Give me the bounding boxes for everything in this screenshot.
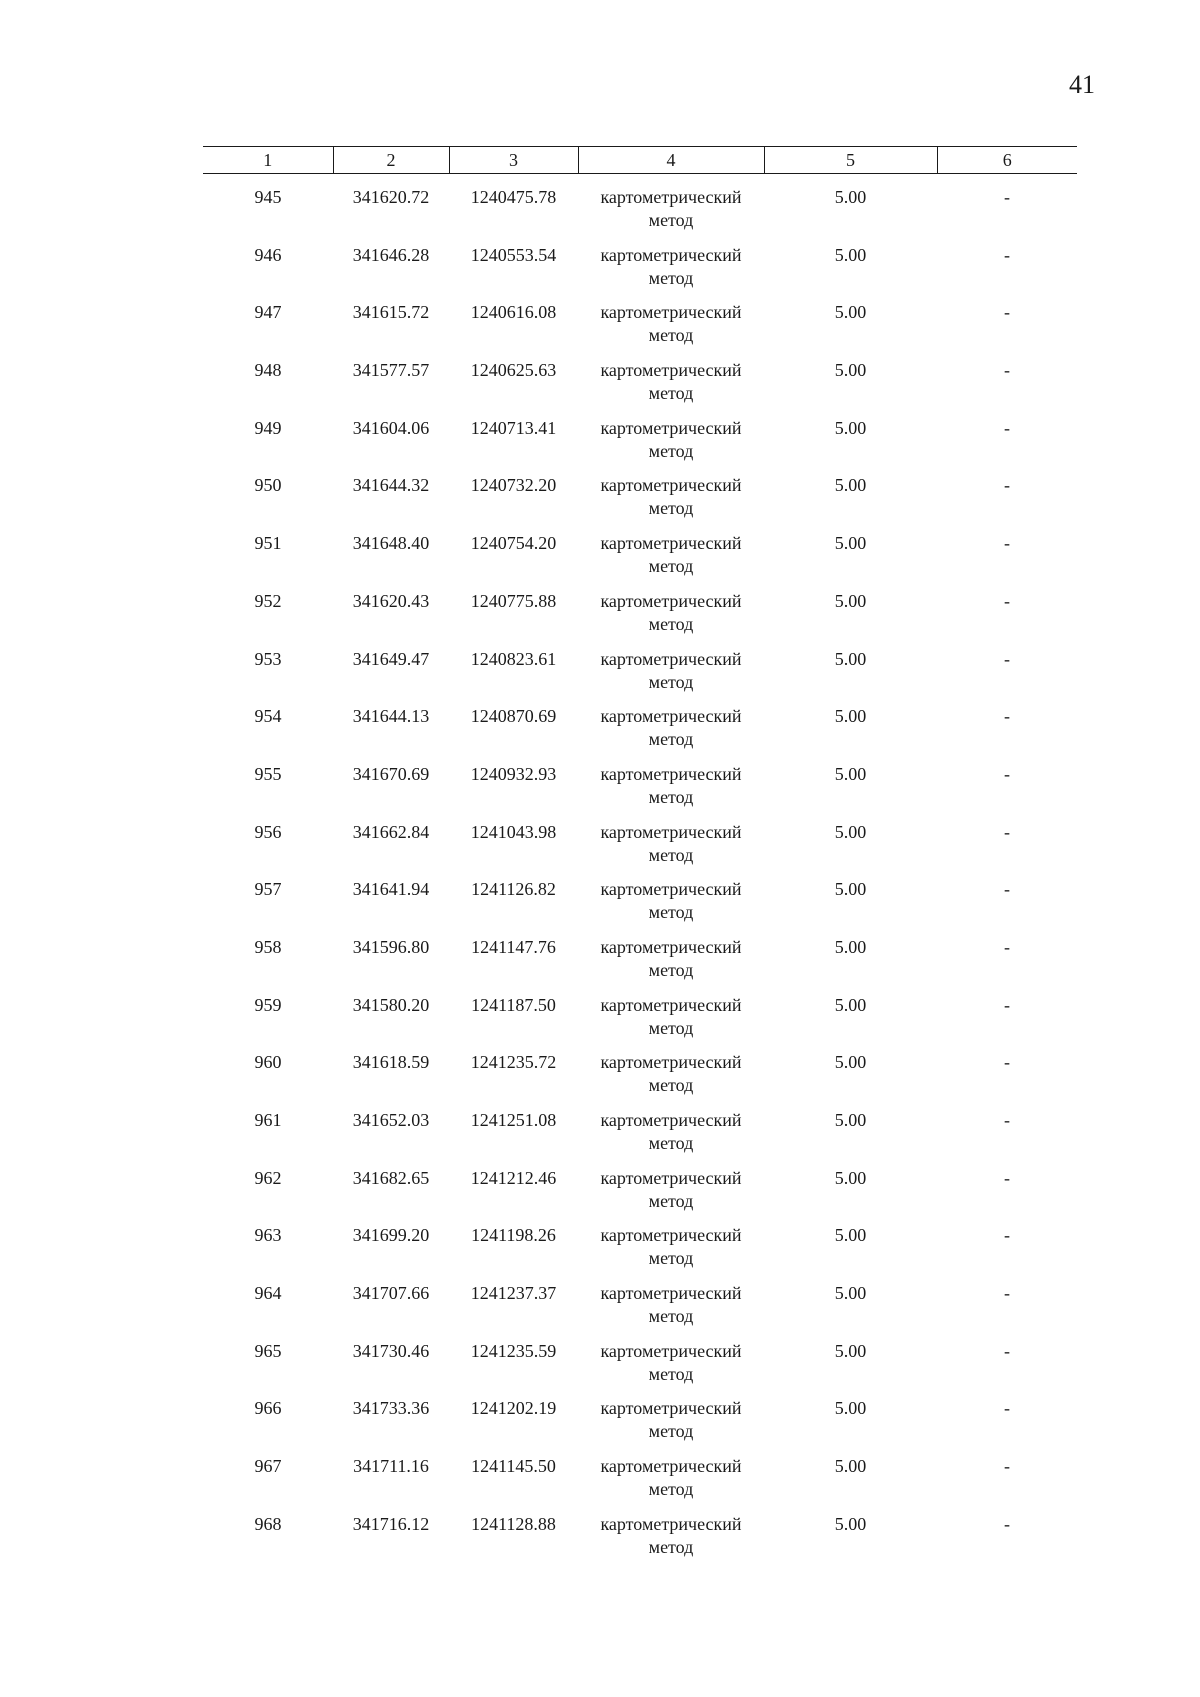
table-row — [203, 1167, 1077, 1225]
note: - — [1004, 475, 1010, 496]
coord-x: 341644.13 — [352, 706, 430, 727]
coord-x: 341620.43 — [352, 590, 430, 611]
point-number: 945 — [254, 187, 282, 207]
coord-y: 1241043.98 — [470, 821, 557, 842]
accuracy: 5.00 — [834, 1052, 867, 1073]
method-line-2: метод — [648, 902, 694, 923]
point-number: 948 — [254, 360, 282, 381]
method-line-1: картометрический — [600, 1283, 742, 1304]
coord-x: 341648.40 — [352, 533, 430, 554]
point-number: 951 — [254, 533, 282, 554]
method-cell — [578, 359, 764, 417]
table-row — [203, 1455, 1077, 1513]
point-number: 963 — [254, 1225, 282, 1246]
method-cell — [578, 244, 764, 302]
method-cell — [578, 763, 764, 821]
method-line-1: картометрический — [600, 475, 742, 496]
table-row — [203, 174, 1077, 244]
note: - — [1004, 1513, 1010, 1534]
table-body — [203, 174, 1077, 1571]
method-line-2: метод — [648, 959, 694, 980]
coord-y: 1240732.20 — [470, 475, 557, 496]
point-number: 957 — [254, 879, 282, 900]
accuracy: 5.00 — [834, 763, 867, 784]
coord-y: 1241128.88 — [471, 1513, 556, 1534]
point-number: 950 — [254, 475, 282, 496]
coord-x: 341615.72 — [352, 302, 430, 323]
table-row — [203, 878, 1077, 936]
method-line-1: картометрический — [600, 1052, 742, 1073]
coord-x: 341649.47 — [352, 648, 430, 669]
point-number: 964 — [254, 1283, 282, 1304]
point-number: 955 — [254, 763, 282, 784]
coord-x: 341699.20 — [352, 1225, 430, 1246]
point-number: 962 — [254, 1167, 282, 1188]
table-row — [203, 1397, 1077, 1455]
method-line-2: метод — [648, 267, 694, 288]
method-line-2: метод — [648, 210, 694, 230]
page-number: 41 — [1069, 70, 1095, 99]
table-row — [203, 590, 1077, 648]
accuracy: 5.00 — [834, 1110, 867, 1130]
note: - — [1004, 706, 1010, 727]
coord-x: 341618.59 — [352, 1052, 430, 1073]
coord-y: 1241235.59 — [470, 1340, 557, 1361]
method-cell — [578, 1397, 764, 1455]
method-cell — [578, 648, 764, 706]
accuracy: 5.00 — [834, 879, 867, 900]
coord-x: 341733.36 — [352, 1398, 430, 1419]
accuracy: 5.00 — [834, 417, 867, 438]
coord-x: 341577.57 — [352, 360, 430, 381]
table-row — [203, 359, 1077, 417]
point-number: 954 — [254, 706, 282, 727]
coord-y: 1241145.50 — [471, 1456, 556, 1477]
method-cell — [578, 1051, 764, 1109]
accuracy: 5.00 — [834, 244, 867, 265]
table-row — [203, 763, 1077, 821]
column-header-4: 4 — [578, 147, 764, 174]
coord-x: 341652.03 — [352, 1110, 430, 1130]
coord-y: 1241237.37 — [470, 1283, 557, 1304]
accuracy: 5.00 — [834, 994, 867, 1015]
coord-y: 1240625.63 — [470, 360, 557, 381]
coord-y: 1240475.78 — [470, 187, 557, 207]
coord-y: 1240754.20 — [470, 533, 557, 554]
coord-y: 1240775.88 — [470, 590, 557, 611]
note: - — [1004, 1283, 1010, 1304]
note: - — [1004, 533, 1010, 554]
table-row — [203, 1109, 1077, 1167]
coord-y: 1240870.69 — [470, 706, 557, 727]
coord-y: 1241198.26 — [471, 1225, 556, 1246]
note: - — [1004, 244, 1010, 265]
coord-x: 341662.84 — [352, 821, 430, 842]
coordinates-table — [203, 146, 1077, 1571]
coord-y: 1240932.93 — [470, 763, 557, 784]
point-number: 952 — [254, 590, 282, 611]
method-line-1: картометрический — [600, 302, 742, 323]
table-row — [203, 1340, 1077, 1398]
method-cell — [578, 705, 764, 763]
point-number: 960 — [254, 1052, 282, 1073]
coord-y: 1241235.72 — [470, 1052, 557, 1073]
point-number: 953 — [254, 648, 282, 669]
note: - — [1004, 763, 1010, 784]
method-line-1: картометрический — [600, 1225, 742, 1246]
method-line-2: метод — [648, 1421, 694, 1442]
column-header-1: 1 — [203, 147, 333, 174]
method-cell — [578, 936, 764, 994]
method-cell — [578, 301, 764, 359]
point-number: 961 — [254, 1110, 282, 1130]
column-header-5: 5 — [764, 147, 937, 174]
method-cell — [578, 590, 764, 648]
method-line-1: картометрический — [600, 706, 742, 727]
note: - — [1004, 1052, 1010, 1073]
method-cell — [578, 1167, 764, 1225]
coord-x: 341730.46 — [352, 1340, 430, 1361]
table-row — [203, 936, 1077, 994]
coord-x: 341711.16 — [353, 1456, 429, 1477]
note: - — [1004, 1398, 1010, 1419]
point-number: 959 — [254, 994, 282, 1015]
method-line-2: метод — [648, 1133, 694, 1153]
table-row — [203, 474, 1077, 532]
method-line-1: картометрический — [600, 533, 742, 554]
method-line-1: картометрический — [600, 1398, 742, 1419]
point-number: 947 — [254, 302, 282, 323]
point-number: 958 — [254, 936, 282, 957]
accuracy: 5.00 — [834, 475, 867, 496]
accuracy: 5.00 — [834, 706, 867, 727]
note: - — [1004, 302, 1010, 323]
coord-x: 341670.69 — [352, 763, 430, 784]
method-line-2: метод — [648, 1248, 694, 1269]
method-line-2: метод — [648, 1536, 694, 1557]
coord-y: 1240616.08 — [470, 302, 557, 323]
method-cell — [578, 474, 764, 532]
method-cell — [578, 1455, 764, 1513]
coord-x: 341716.12 — [352, 1513, 430, 1534]
method-cell — [578, 878, 764, 936]
method-line-2: метод — [648, 325, 694, 346]
accuracy: 5.00 — [834, 1456, 867, 1477]
note: - — [1004, 879, 1010, 900]
coord-y: 1241202.19 — [470, 1398, 557, 1419]
method-line-1: картометрический — [600, 590, 742, 611]
method-line-1: картометрический — [600, 1167, 742, 1188]
coord-y: 1240713.41 — [470, 417, 557, 438]
point-number: 956 — [254, 821, 282, 842]
coord-y: 1241251.08 — [470, 1110, 557, 1130]
note: - — [1004, 821, 1010, 842]
note: - — [1004, 360, 1010, 381]
method-line-1: картометрический — [600, 360, 742, 381]
method-line-2: метод — [648, 498, 694, 519]
coord-y: 1240553.54 — [470, 244, 557, 265]
accuracy: 5.00 — [834, 936, 867, 957]
method-line-2: метод — [648, 556, 694, 577]
method-cell — [578, 1224, 764, 1282]
point-number: 946 — [254, 244, 282, 265]
method-line-2: метод — [648, 1075, 694, 1096]
method-line-2: метод — [648, 1306, 694, 1327]
method-line-1: картометрический — [600, 1340, 742, 1361]
table-row — [203, 244, 1077, 302]
method-cell — [578, 532, 764, 590]
coord-y: 1241212.46 — [470, 1167, 557, 1188]
coord-y: 1241147.76 — [471, 936, 556, 957]
accuracy: 5.00 — [834, 360, 867, 381]
method-line-1: картометрический — [600, 821, 742, 842]
accuracy: 5.00 — [834, 302, 867, 323]
method-line-1: картометрический — [600, 936, 742, 957]
method-line-1: картометрический — [600, 244, 742, 265]
coord-x: 341644.32 — [352, 475, 430, 496]
note: - — [1004, 187, 1010, 207]
accuracy: 5.00 — [834, 590, 867, 611]
method-cell — [578, 994, 764, 1052]
note: - — [1004, 1225, 1010, 1246]
point-number: 968 — [254, 1513, 282, 1534]
method-cell — [578, 174, 764, 244]
note: - — [1004, 648, 1010, 669]
note: - — [1004, 994, 1010, 1015]
method-line-2: метод — [648, 1363, 694, 1384]
method-line-2: метод — [648, 844, 694, 865]
coord-y: 1240823.61 — [470, 648, 557, 669]
note: - — [1004, 1167, 1010, 1188]
table-row — [203, 1224, 1077, 1282]
method-line-1: картометрический — [600, 994, 742, 1015]
table-row — [203, 417, 1077, 475]
point-number: 949 — [254, 417, 282, 438]
method-line-2: метод — [648, 729, 694, 750]
coord-x: 341646.28 — [352, 244, 430, 265]
method-cell — [578, 1513, 764, 1571]
note: - — [1004, 1456, 1010, 1477]
accuracy: 5.00 — [834, 1225, 867, 1246]
method-cell — [578, 1109, 764, 1167]
method-line-1: картометрический — [600, 417, 742, 438]
coord-x: 341641.94 — [352, 879, 430, 900]
table-row — [203, 705, 1077, 763]
method-line-2: метод — [648, 1190, 694, 1211]
method-line-2: метод — [648, 786, 694, 807]
coord-y: 1241187.50 — [471, 994, 556, 1015]
method-line-1: картометрический — [600, 1110, 742, 1130]
coord-x: 341620.72 — [352, 187, 430, 207]
method-line-1: картометрический — [600, 879, 742, 900]
note: - — [1004, 1340, 1010, 1361]
table-row — [203, 1513, 1077, 1571]
column-header-3: 3 — [449, 147, 578, 174]
column-header-6: 6 — [937, 147, 1077, 174]
coord-x: 341596.80 — [352, 936, 430, 957]
method-line-1: картометрический — [600, 187, 742, 207]
method-cell — [578, 1340, 764, 1398]
method-cell — [578, 1282, 764, 1340]
method-line-2: метод — [648, 440, 694, 461]
coord-y: 1241126.82 — [471, 879, 556, 900]
column-header-2: 2 — [333, 147, 449, 174]
accuracy: 5.00 — [834, 187, 867, 207]
method-line-1: картометрический — [600, 1456, 742, 1477]
method-line-2: метод — [648, 613, 694, 634]
coord-x: 341604.06 — [352, 417, 430, 438]
method-line-1: картометрический — [600, 1513, 742, 1534]
method-cell — [578, 417, 764, 475]
method-line-1: картометрический — [600, 648, 742, 669]
accuracy: 5.00 — [834, 1283, 867, 1304]
header-row — [203, 147, 1077, 174]
accuracy: 5.00 — [834, 1398, 867, 1419]
method-line-1: картометрический — [600, 763, 742, 784]
method-cell — [578, 821, 764, 879]
table-row — [203, 1282, 1077, 1340]
table-row — [203, 1051, 1077, 1109]
table-row — [203, 648, 1077, 706]
accuracy: 5.00 — [834, 1513, 867, 1534]
accuracy: 5.00 — [834, 1167, 867, 1188]
point-number: 967 — [254, 1456, 282, 1477]
table-row — [203, 301, 1077, 359]
note: - — [1004, 417, 1010, 438]
coord-x: 341580.20 — [352, 994, 430, 1015]
table-row — [203, 821, 1077, 879]
accuracy: 5.00 — [834, 533, 867, 554]
accuracy: 5.00 — [834, 821, 867, 842]
table-row — [203, 532, 1077, 590]
accuracy: 5.00 — [834, 648, 867, 669]
table-row — [203, 994, 1077, 1052]
coord-x: 341682.65 — [352, 1167, 430, 1188]
method-line-2: метод — [648, 383, 694, 404]
accuracy: 5.00 — [834, 1340, 867, 1361]
point-number: 965 — [254, 1340, 282, 1361]
method-line-2: метод — [648, 671, 694, 692]
method-line-2: метод — [648, 1017, 694, 1038]
point-number: 966 — [254, 1398, 282, 1419]
note: - — [1004, 1110, 1010, 1130]
table-header — [203, 147, 1077, 174]
coord-x: 341707.66 — [352, 1283, 430, 1304]
note: - — [1004, 590, 1010, 611]
note: - — [1004, 936, 1010, 957]
method-line-2: метод — [648, 1479, 694, 1500]
